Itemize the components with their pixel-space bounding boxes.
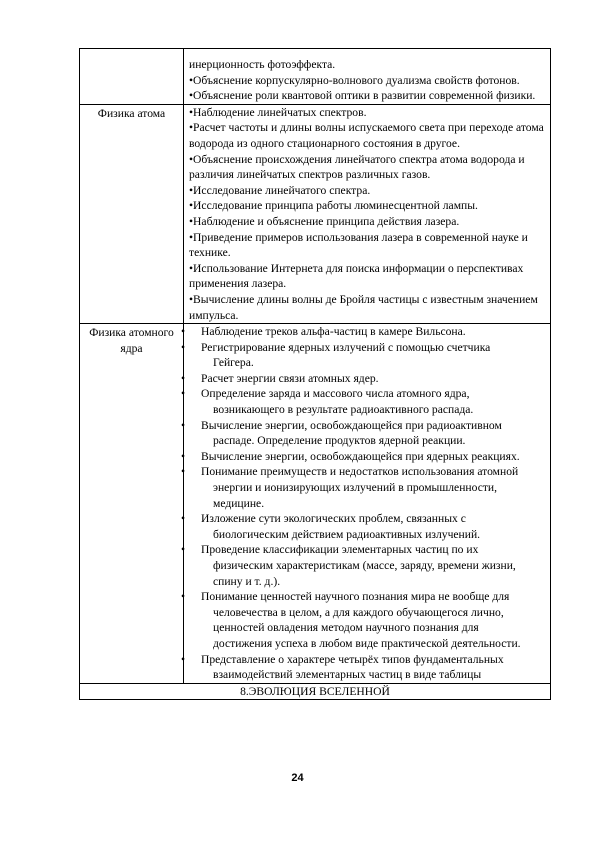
list-item: •Объяснение происхождения линейчатого спектра атома водорода и различия линейчатых спектров различных газов.: [189, 152, 525, 182]
section-title: 8.ЭВОЛЮЦИЯ ВСЕЛЕННОЙ: [80, 683, 551, 700]
topic-cell: [80, 49, 184, 105]
topic-cell: Физика атома: [80, 104, 184, 323]
table-row: [80, 49, 551, 105]
list-item: [181, 652, 547, 683]
bullet-icon: •: [181, 340, 186, 354]
table-row: [80, 324, 551, 684]
list-item-text: Расчет энергии связи атомных ядер.: [201, 371, 379, 385]
list-item-text: Понимание преимуществ и недостатков использования атомной: [201, 465, 519, 479]
bullet-icon: •: [181, 512, 186, 526]
list-item-continuation: человечества в целом, а для каждого обучающегося лично,: [213, 605, 504, 619]
bullet-icon: •: [181, 590, 186, 604]
list-item-continuation: биологическим действием радиоактивных излучений.: [213, 527, 481, 541]
list-item-continuation: ценностей овладения методом научного познания для: [213, 621, 479, 635]
list-item-text: Вычисление энергии, освобождающейся при ядерных реакциях.: [201, 449, 520, 463]
list-item-continuation: медицине.: [213, 496, 265, 510]
list-item: [181, 511, 547, 542]
list-item-continuation: физическим характеристикам (массе, заряду, времени жизни,: [213, 559, 516, 572]
list-item-text: Понимание ценностей научного познания мира не вообще для: [201, 590, 510, 604]
list-item-text: Определение заряда и массового числа атомного ядра,: [201, 387, 470, 401]
list-item: •Приведение примеров использования лазера в современной науке и технике.: [189, 230, 528, 260]
list-item: [181, 542, 547, 589]
list-item: •Исследование принципа работы люминесцентной лампы.: [189, 199, 478, 213]
bullet-icon: •: [181, 543, 186, 557]
list-item: [181, 589, 547, 651]
list-item: •Объяснение корпускулярно-волнового дуализма свойств фотонов.: [189, 73, 520, 87]
page-number: 24: [291, 772, 304, 784]
list-item: [181, 418, 547, 449]
list-item-text: Регистрирование ядерных излучений с помощью счетчика: [201, 340, 491, 354]
list-item-text: Изложение сути экологических проблем, связанных с: [201, 512, 466, 526]
bullet-icon: •: [181, 449, 186, 463]
bullet-icon: •: [181, 418, 186, 432]
list-item-continuation: возникающего в результате радиоактивного распада.: [213, 403, 474, 417]
list-item-continuation: распаде. Определение продуктов ядерной реакции.: [213, 434, 466, 448]
list-item: [181, 386, 547, 417]
list-item: •Наблюдение и объяснение принципа действия лазера.: [189, 214, 460, 228]
list-item-continuation: энергии и ионизирующих излучений в промышленности,: [213, 481, 498, 495]
bullet-icon: •: [181, 652, 186, 666]
list-item: [181, 449, 547, 465]
bullet-icon: •: [181, 387, 186, 401]
topic-cell: Физика атомного ядра: [80, 324, 184, 684]
list-item: [181, 464, 547, 511]
bullet-icon: •: [181, 465, 186, 479]
list-item: •Вычисление длины волны де Бройля частицы с известным значением импульса.: [189, 292, 538, 322]
list-item: инерционность фотоэффекта.: [189, 58, 336, 71]
section-row: [80, 683, 551, 700]
list-item: •Использование Интернета для поиска информации о перспективах применения лазера.: [189, 261, 524, 291]
list-item: [181, 324, 547, 340]
list-item-text: Вычисление энергии, освобождающейся при радиоактивном: [201, 418, 502, 432]
list-item: •Наблюдение линейчатых спектров.: [189, 105, 367, 119]
list-item-continuation: взаимодействий элементарных частиц в виде таблицы: [213, 668, 482, 682]
list-item-continuation: спину и т. д.).: [213, 574, 281, 588]
curriculum-table: [79, 48, 551, 700]
list-item-continuation: Гейгера.: [213, 356, 254, 370]
list-item-text: Проведение классификации элементарных частиц по их: [201, 543, 479, 557]
activities-cell: [184, 104, 551, 323]
list-item-continuation: достижения успеха в любом виде практической деятельности.: [213, 636, 521, 650]
list-item-text: Наблюдение треков альфа-частиц в камере Вильсона.: [201, 325, 466, 339]
list-item-text: Представление о характере четырёх типов фундаментальных: [201, 652, 504, 666]
bullet-icon: •: [181, 325, 186, 339]
activities-cell: [184, 49, 551, 105]
list-item: •Исследование линейчатого спектра.: [189, 183, 371, 197]
list-item: •Объяснение роли квантовой оптики в развитии современной физики.: [189, 89, 536, 103]
list-item: [181, 340, 547, 371]
table-row: [80, 104, 551, 323]
list-item: [181, 371, 547, 387]
bullet-icon: •: [181, 371, 186, 385]
activities-cell: [181, 324, 551, 684]
list-item: •Расчет частоты и длины волны испускаемого света при переходе атома водорода из одного стационарного состояния в другое.: [189, 121, 544, 150]
